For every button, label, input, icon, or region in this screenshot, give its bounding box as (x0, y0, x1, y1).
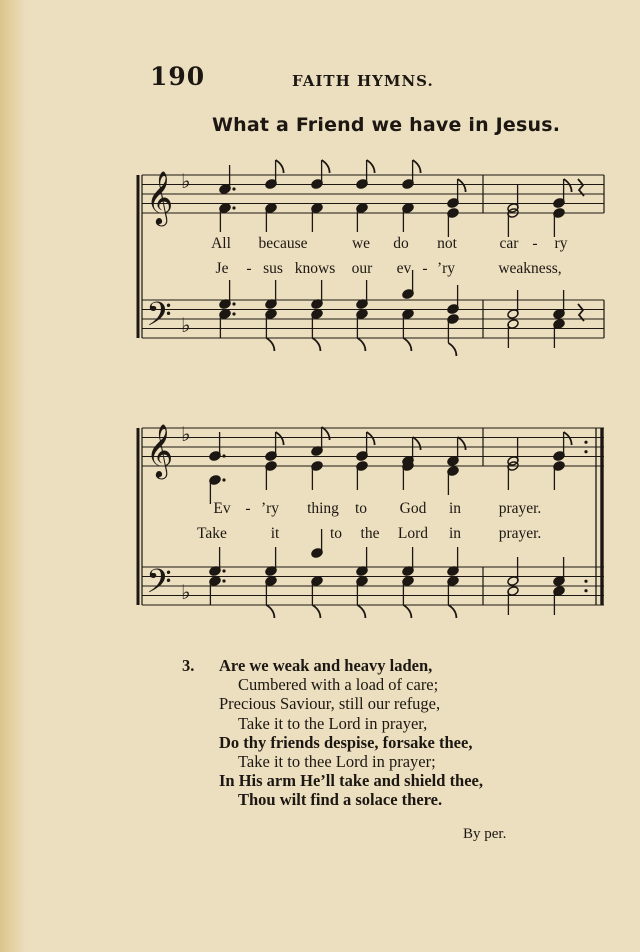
flat-sign: ♭ (181, 580, 191, 604)
stanza-line: Precious Saviour, still our refuge, (219, 694, 441, 713)
note-dot (584, 589, 587, 592)
note-dot (222, 569, 225, 572)
lyric-s1v2-4: knows (294, 260, 336, 277)
note-dot (232, 187, 235, 190)
page-number: 190 (150, 62, 206, 91)
lyric-s1v2-3: sus (263, 260, 283, 277)
note-dot (232, 206, 235, 209)
bass-staff (142, 300, 604, 338)
lyric-s1v1-6: car (499, 235, 519, 252)
lyric-s2v2-6: in (448, 525, 462, 542)
note-dot (584, 441, 587, 444)
lyric-s2v2-5: Lord (397, 525, 429, 542)
lyric-s2v1-2: - (245, 500, 251, 517)
lyric-s1v1-5: not (437, 235, 457, 252)
bass-clef: 𝄢 (146, 296, 172, 342)
lyric-s1v2-1: Je (215, 260, 229, 277)
stanza-line: In His arm He’ll take and shield thee, (219, 771, 484, 790)
note-flag (413, 160, 421, 173)
note-flag (312, 605, 320, 618)
lyric-s1v1-8: ry (554, 235, 568, 252)
note-flag (357, 338, 365, 351)
lyric-s2v2-4: the (360, 525, 380, 542)
flat-sign: ♭ (181, 169, 191, 193)
system-1 (138, 160, 604, 356)
flat-sign: ♭ (181, 422, 191, 446)
lyric-s1v2-8: ’ry (436, 260, 456, 277)
lyric-s2v1-6: God (399, 500, 427, 517)
flat-sign: ♭ (181, 313, 191, 337)
note-flag (564, 432, 572, 445)
stanza-line: Take it to the Lord in prayer, (238, 714, 428, 733)
note-flag (413, 437, 421, 450)
lyric-s2v1-3: ’ry (260, 500, 280, 517)
lyric-s2v2-7: prayer. (498, 525, 542, 542)
note-flag (448, 605, 456, 618)
note-dot (222, 454, 225, 457)
lyric-s1v2-6: ev (396, 260, 412, 277)
lyric-s2v1-4: thing (307, 500, 339, 517)
treble-staff (142, 428, 604, 466)
lyric-s1v2-2: - (246, 260, 252, 277)
note-flag (276, 160, 284, 173)
note-flag (357, 605, 365, 618)
lyric-s1v2-7: - (422, 260, 428, 277)
stanza-line: Cumbered with a load of care; (238, 675, 439, 694)
bass-clef: 𝄢 (146, 563, 172, 609)
lyric-s2v1-5: to (354, 500, 368, 517)
note-dot (584, 450, 587, 453)
treble-clef: 𝄞 (146, 423, 174, 477)
lyric-s1v1-3: we (351, 235, 371, 252)
lyric-s1v1-7: - (532, 235, 538, 252)
note-flag (403, 338, 411, 351)
lyric-s1v2-9: weakness, (498, 260, 562, 277)
stanza-line: Thou wilt find a solace there. (238, 790, 443, 809)
stanza-line: Are we weak and heavy laden, (219, 656, 433, 675)
note-flag (367, 160, 375, 173)
note-dot (222, 579, 225, 582)
stanza-line: Take it to thee Lord in prayer; (238, 752, 436, 771)
lyric-s1v1-2: because (258, 235, 308, 252)
note-dot (584, 580, 587, 583)
note-flag (367, 432, 375, 445)
lyric-s2v2-3: to (329, 525, 343, 542)
lyric-s2v1-1: Ev (213, 500, 231, 517)
lyric-s2v2-2: it (270, 525, 280, 542)
note-flag (458, 179, 466, 192)
note-flag (266, 605, 274, 618)
lyric-s1v1-1: All (211, 235, 231, 252)
hymn-title: What a Friend we have in Jesus. (212, 114, 561, 136)
lyric-s2v2-1: Take (197, 525, 227, 542)
note-flag (266, 338, 274, 351)
note-flag (564, 179, 572, 192)
stanza-number: 3. (182, 656, 195, 675)
treble-staff (142, 175, 604, 213)
running-head: FAITH HYMNS. (292, 72, 434, 90)
treble-clef: 𝄞 (146, 170, 174, 224)
lyric-s2v1-7: in (448, 500, 462, 517)
lyric-s2v1-8: prayer. (498, 500, 542, 517)
permission-credit: By per. (463, 826, 507, 842)
lyric-s1v1-4: do (393, 235, 409, 252)
note-dot (232, 302, 235, 305)
note-flag (403, 605, 411, 618)
note-dot (232, 312, 235, 315)
note-flag (448, 343, 456, 356)
note-flag (322, 160, 330, 173)
system-2 (138, 422, 604, 618)
lyric-s1v2-5: our (351, 260, 373, 277)
stanza-line: Do thy friends despise, forsake thee, (219, 733, 473, 752)
note-dot (222, 478, 225, 481)
note-flag (312, 338, 320, 351)
note-flag (458, 437, 466, 450)
note-flag (276, 432, 284, 445)
